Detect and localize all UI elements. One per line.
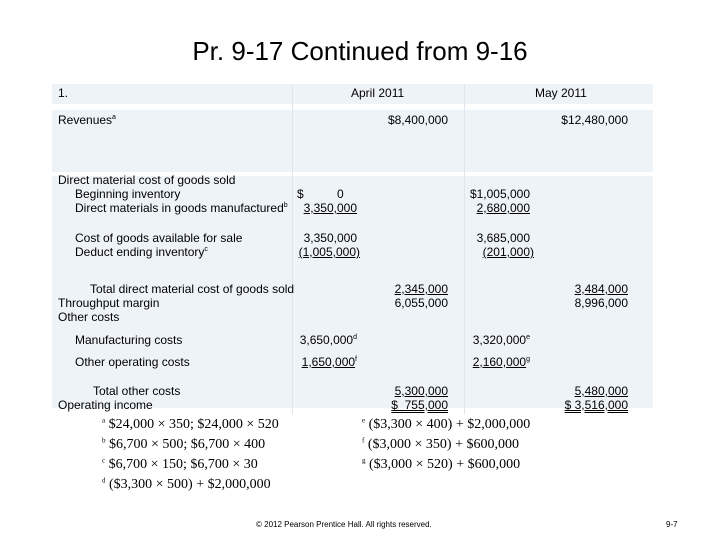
dm-manufactured-april: 3,350,000 [303,201,357,215]
operating-income-april: $ 755,000 [391,398,448,412]
footnote-b: $^b$ $6,700 × 500; $6,700 × 400 [102,436,266,452]
row-label-manufacturing-costs: Manufacturing costs [75,333,183,347]
row-label-total-dm-cogs: Total direct material cost of goods sold [90,282,295,296]
footnote-f: $^f$ ($3,000 × 350) + $600,000 [362,436,519,452]
slide-title: Pr. 9-17 Continued from 9-16 [192,36,528,66]
section-number: 1. [58,86,69,100]
row-label-other-costs: Other costs [58,310,120,324]
row-label-revenues: Revenues$^a$ [58,113,116,127]
total-dm-cogs-april: 2,345,000 [394,282,448,296]
goods-available-april: 3,350,000 [303,231,357,245]
dm-manufactured-may: 2,680,000 [476,201,530,215]
page-number: 9-7 [666,520,678,529]
row-label-total-other-costs: Total other costs [93,384,181,398]
copyright-notice: © 2012 Pearson Prentice Hall. All rights reserved. [256,520,432,529]
total-dm-cogs-may: 3,484,000 [574,282,628,296]
beginning-inventory-april: $ 0 [297,187,344,201]
row-label-goods-available: Cost of goods available for sale [75,231,243,245]
row-label-beginning-inventory: Beginning inventory [75,187,181,201]
footnote-c: $^c$ $6,700 × 150; $6,700 × 30 [102,456,258,472]
ending-inventory-april: (1,005,000) [298,245,360,259]
revenues-april: $8,400,000 [387,113,448,127]
row-label-operating-income: Operating income [58,398,153,412]
goods-available-may: 3,685,000 [476,231,530,245]
row-label-throughput-margin: Throughput margin [58,296,160,310]
row-label-other-operating-costs: Other operating costs [75,355,190,369]
other-operating-costs-april: 1,650,000$^f$ [301,355,357,369]
manufacturing-costs-april: 3,650,000$^d$ [299,333,357,347]
manufacturing-costs-may: 3,320,000e [472,333,530,347]
throughput-margin-april: 6,055,000 [394,296,448,310]
footnote-e: $^e$ ($3,300 × 400) + $2,000,000 [362,416,531,432]
row-label-dm-cogs: Direct material cost of goods sold [58,173,236,187]
footnote-g: $^g$ ($3,000 × 520) + $600,000 [362,456,521,472]
column-header-april: April 2011 [351,86,405,100]
column-header-may: May 2011 [535,86,587,100]
beginning-inventory-may: $1,005,000 [469,187,530,201]
throughput-margin-may: 8,996,000 [574,296,628,310]
footnote-d: $^d$ ($3,300 × 500) + $2,000,000 [102,476,271,492]
operating-income-may: $ 3,516,000 [564,398,628,412]
row-label-ending-inventory: Deduct ending inventory$^c$ [75,245,208,259]
total-other-costs-april: 5,300,000 [394,384,448,398]
revenues-may: $12,480,000 [561,113,628,127]
ending-inventory-may: (201,000) [482,245,534,259]
other-operating-costs-may: 2,160,000$^g$ [472,355,530,369]
footnote-a: $^a$ $24,000 × 350; $24,000 × 520 [102,416,279,432]
total-other-costs-may: 5,480,000 [574,384,628,398]
row-label-dm-manufactured: Direct materials in goods manufactured$^b$ [75,201,288,215]
